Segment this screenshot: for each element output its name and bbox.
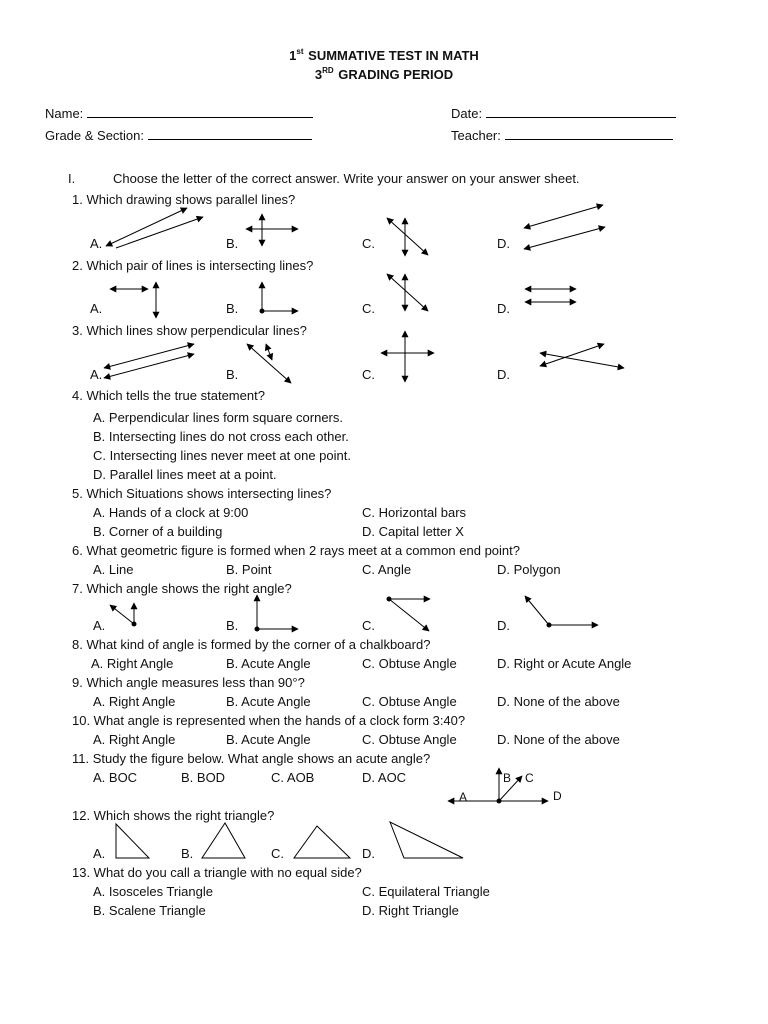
q1-figure-c bbox=[387, 218, 428, 256]
q12-triangle-c bbox=[294, 826, 350, 858]
q2-option-a[interactable]: A. bbox=[90, 301, 103, 316]
q6-option-b[interactable]: B. Point bbox=[226, 562, 272, 577]
q7-figure-a bbox=[110, 603, 136, 626]
q1-option-d[interactable]: D. bbox=[497, 236, 510, 251]
q4-option-a[interactable]: A. Perpendicular lines form square corners. bbox=[93, 410, 344, 425]
date-label: Date: bbox=[451, 106, 483, 121]
q3-figure-c bbox=[381, 331, 434, 382]
q3-figure-a bbox=[104, 344, 194, 378]
q3-figure-d bbox=[540, 344, 624, 368]
q2-option-d[interactable]: D. bbox=[497, 301, 510, 316]
q2-figure-a bbox=[110, 282, 156, 318]
teacher-label: Teacher: bbox=[451, 128, 501, 143]
q7-figure-c bbox=[387, 597, 430, 631]
q12-triangle-b bbox=[202, 823, 245, 858]
name-field[interactable] bbox=[45, 105, 313, 121]
q9-option-c[interactable]: C. Obtuse Angle bbox=[362, 694, 457, 709]
q10-option-d[interactable]: D. None of the above bbox=[497, 732, 620, 747]
title-superscript: st bbox=[296, 47, 304, 56]
title-number: 1 bbox=[289, 48, 297, 63]
q2-figure-c bbox=[387, 274, 428, 311]
q11-option-d[interactable]: D. AOC bbox=[362, 770, 407, 785]
question-12: 12. Which shows the right triangle? bbox=[72, 808, 275, 823]
name-line[interactable] bbox=[87, 105, 313, 118]
q11-option-a[interactable]: A. BOC bbox=[93, 770, 138, 785]
figure-label-a: A bbox=[459, 790, 468, 804]
q12-triangle-a bbox=[116, 824, 149, 858]
q2-figure-d bbox=[525, 289, 576, 302]
q6-option-d[interactable]: D. Polygon bbox=[497, 562, 561, 577]
q3-figure-b bbox=[247, 344, 291, 383]
grade-section-label: Grade & Section: bbox=[45, 128, 144, 143]
q7-figure-b bbox=[255, 595, 298, 631]
q2-option-c[interactable]: C. bbox=[362, 301, 375, 316]
teacher-field[interactable] bbox=[451, 127, 673, 143]
q7-option-d[interactable]: D. bbox=[497, 618, 510, 633]
q10-option-a[interactable]: A. Right Angle bbox=[93, 732, 176, 747]
q10-option-b[interactable]: B. Acute Angle bbox=[226, 732, 311, 747]
test-title bbox=[0, 47, 768, 63]
part-numeral: I. bbox=[68, 171, 76, 186]
q7-option-c[interactable]: C. bbox=[362, 618, 375, 633]
q8-option-d[interactable]: D. Right or Acute Angle bbox=[497, 656, 632, 671]
q11-option-b[interactable]: B. BOD bbox=[181, 770, 226, 785]
grade-section-line[interactable] bbox=[148, 127, 312, 140]
q5-option-c[interactable]: C. Horizontal bars bbox=[362, 505, 467, 520]
q9-option-d[interactable]: D. None of the above bbox=[497, 694, 620, 709]
question-1: 1. Which drawing shows parallel lines? bbox=[72, 192, 296, 207]
question-11: 11. Study the figure below. What angle shows an acute angle? bbox=[72, 751, 431, 766]
q3-option-a[interactable]: A. bbox=[90, 367, 103, 382]
q13-option-b[interactable]: B. Scalene Triangle bbox=[93, 903, 206, 918]
q12-triangle-d bbox=[390, 822, 463, 858]
question-4: 4. Which tells the true statement? bbox=[72, 388, 265, 403]
question-9: 9. Which angle measures less than 90°? bbox=[72, 675, 305, 690]
q4-option-c[interactable]: C. Intersecting lines never meet at one point. bbox=[93, 448, 351, 463]
q5-option-d[interactable]: D. Capital letter X bbox=[362, 524, 464, 539]
period-superscript: RD bbox=[322, 66, 334, 75]
q7-figure-d bbox=[525, 596, 598, 627]
q5-option-b[interactable]: B. Corner of a building bbox=[93, 524, 223, 539]
q3-option-b[interactable]: B. bbox=[226, 367, 239, 382]
question-2: 2. Which pair of lines is intersecting lines? bbox=[72, 258, 314, 273]
q1-figure-d bbox=[524, 205, 605, 249]
q1-option-b[interactable]: B. bbox=[226, 236, 239, 251]
question-6: 6. What geometric figure is formed when 2 rays meet at a common end point? bbox=[72, 543, 520, 558]
q6-option-c[interactable]: C. Angle bbox=[362, 562, 412, 577]
date-field[interactable] bbox=[451, 105, 676, 121]
q9-option-b[interactable]: B. Acute Angle bbox=[226, 694, 311, 709]
q12-option-c[interactable]: C. bbox=[271, 846, 284, 861]
q8-option-a[interactable]: A. Right Angle bbox=[91, 656, 174, 671]
date-line[interactable] bbox=[486, 105, 676, 118]
q6-option-a[interactable]: A. Line bbox=[93, 562, 134, 577]
figure-label-c: C bbox=[525, 771, 534, 785]
figure-label-b: B bbox=[503, 771, 512, 785]
q8-option-c[interactable]: C. Obtuse Angle bbox=[362, 656, 457, 671]
q3-option-c[interactable]: C. bbox=[362, 367, 375, 382]
period-number: 3 bbox=[314, 67, 323, 82]
question-13: 13. What do you call a triangle with no equal side? bbox=[72, 865, 362, 880]
q9-option-a[interactable]: A. Right Angle bbox=[93, 694, 176, 709]
q1-option-a[interactable]: A. bbox=[90, 236, 103, 251]
q11-option-c[interactable]: C. AOB bbox=[271, 770, 315, 785]
q7-option-b[interactable]: B. bbox=[226, 618, 239, 633]
figure-label-d: D bbox=[553, 789, 562, 803]
name-label: Name: bbox=[45, 106, 84, 121]
question-10: 10. What angle is represented when the hands of a clock form 3:40? bbox=[72, 713, 466, 728]
q7-option-a[interactable]: A. bbox=[93, 618, 106, 633]
q13-option-c[interactable]: C. Equilateral Triangle bbox=[362, 884, 490, 899]
q12-option-d[interactable]: D. bbox=[362, 846, 375, 861]
q12-option-a[interactable]: A. bbox=[93, 846, 106, 861]
q12-option-b[interactable]: B. bbox=[181, 846, 194, 861]
grading-period bbox=[0, 66, 768, 82]
question-3: 3. Which lines show perpendicular lines? bbox=[72, 323, 307, 338]
teacher-line[interactable] bbox=[505, 127, 673, 140]
q4-option-d[interactable]: D. Parallel lines meet at a point. bbox=[93, 467, 277, 482]
q3-option-d[interactable]: D. bbox=[497, 367, 510, 382]
grade-section-field[interactable] bbox=[45, 127, 312, 143]
q13-option-a[interactable]: A. Isosceles Triangle bbox=[93, 884, 213, 899]
q1-figure-b bbox=[246, 214, 298, 246]
q13-option-d[interactable]: D. Right Triangle bbox=[362, 903, 459, 918]
question-5: 5. Which Situations shows intersecting lines? bbox=[72, 486, 332, 501]
q1-figure-a bbox=[106, 208, 203, 248]
q2-figure-b bbox=[260, 282, 298, 313]
question-7: 7. Which angle shows the right angle? bbox=[72, 581, 292, 596]
q4-option-b[interactable]: B. Intersecting lines do not cross each other. bbox=[93, 429, 349, 444]
q5-option-a[interactable]: A. Hands of a clock at 9:00 bbox=[93, 505, 249, 520]
q8-option-b[interactable]: B. Acute Angle bbox=[226, 656, 311, 671]
q2-option-b[interactable]: B. bbox=[226, 301, 239, 316]
q1-option-c[interactable]: C. bbox=[362, 236, 375, 251]
part-instruction: Choose the letter of the correct answer. Write your answer on your answer sheet. bbox=[113, 171, 580, 186]
period-text: GRADING PERIOD bbox=[334, 67, 454, 82]
question-8: 8. What kind of angle is formed by the corner of a chalkboard? bbox=[72, 637, 431, 652]
title-text: SUMMATIVE TEST IN MATH bbox=[304, 48, 479, 63]
q10-option-c[interactable]: C. Obtuse Angle bbox=[362, 732, 457, 747]
